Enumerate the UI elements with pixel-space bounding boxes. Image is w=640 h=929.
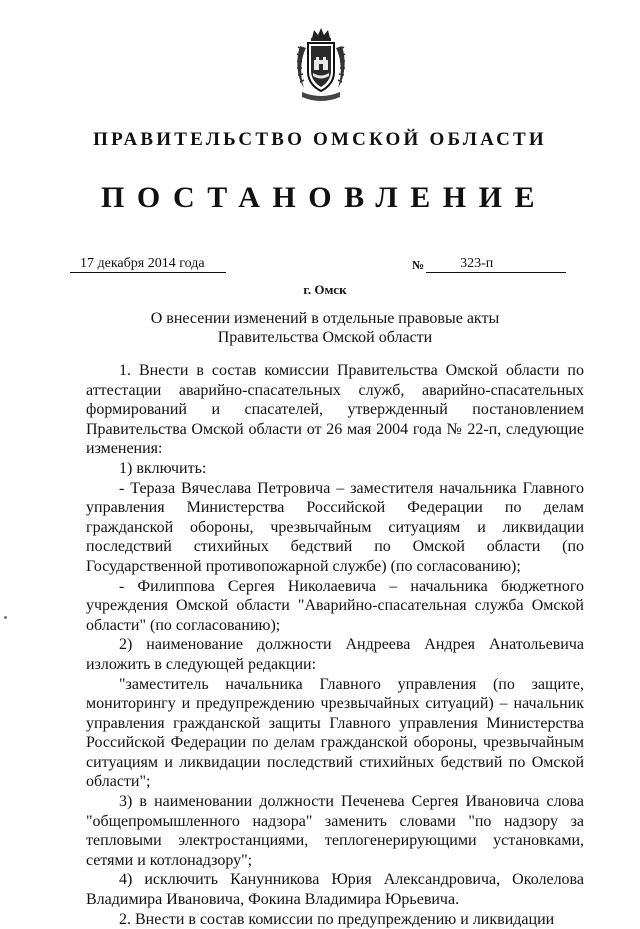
- city-name: г. Омск: [303, 282, 347, 297]
- organization-name: ПРАВИТЕЛЬСТВО ОМСКОЙ ОБЛАСТИ: [93, 129, 547, 150]
- paragraph: 1) включить:: [119, 459, 207, 477]
- paragraph: 4) исключить Канунникова Юрия Александровича, Околелова Владимира Ивановича, Фокина Владимира Юрьевича.: [86, 871, 584, 909]
- paragraph: 2. Внести в состав комиссии по предупреждению и ликвидации: [119, 910, 555, 928]
- document-date: 17 декабря 2014 года: [70, 256, 226, 273]
- quoted-paragraph: "заместитель начальника Главного управления (по защите, мониторингу и предупреждению чрезвычайных ситуаций) – начальник управления гражданской защиты Главного управления Министерства Российской Федерации по делам гражданской обороны, чрезвычайным ситуациям и ликвидации последствий стихийных бедствий по Омской области";: [86, 675, 584, 791]
- document-body: [86, 361, 584, 929]
- document-number-field: [412, 256, 566, 273]
- number-sign: №: [412, 258, 425, 272]
- document-number: 323-п: [426, 256, 566, 273]
- omsk-region-coat-of-arms-icon: [294, 26, 348, 106]
- subject-line: О внесении изменений в отдельные правовые акты: [150, 310, 500, 327]
- paragraph: - Филиппова Сергея Николаевича – начальника бюджетного учреждения Омской области "Аварийно-спасательная служба Омской области" (по согласованию);: [86, 577, 584, 634]
- paragraph: 1. Внести в состав комиссии Правительства Омской области по аттестации аварийно-спасательных служб, аварийно-спасательных формирований и спасателей, утвержденный постановлением Правительства Омской области от 26 мая 2004 года № 22-п, следующие изменения:: [86, 362, 584, 458]
- paragraph: - Тераза Вячеслава Петровича – заместителя начальника Главного управления Министерства Российской Федерации по делам гражданской обороны, чрезвычайным ситуациям и ликвидации последствий стихийных бедствий по Омской области (по Государственной противопожарной службе) (по согласованию);: [86, 479, 584, 575]
- paragraph: 3) в наименовании должности Печенева Сергея Ивановича слова "общепромышленного надзора" заменить словами "по надзору за тепловыми электростанциями, теплогенерирующими установками, сетями и котлонадзору";: [86, 793, 584, 869]
- paragraph: 2) наименование должности Андреева Андрея Анатольевича изложить в следующей редакции:: [86, 636, 584, 673]
- document-type: ПОСТАНОВЛЕНИЕ: [101, 181, 547, 214]
- subject-line: Правительства Омской области: [217, 329, 433, 346]
- scan-dot: [4, 616, 7, 619]
- document-subject: [0, 309, 640, 347]
